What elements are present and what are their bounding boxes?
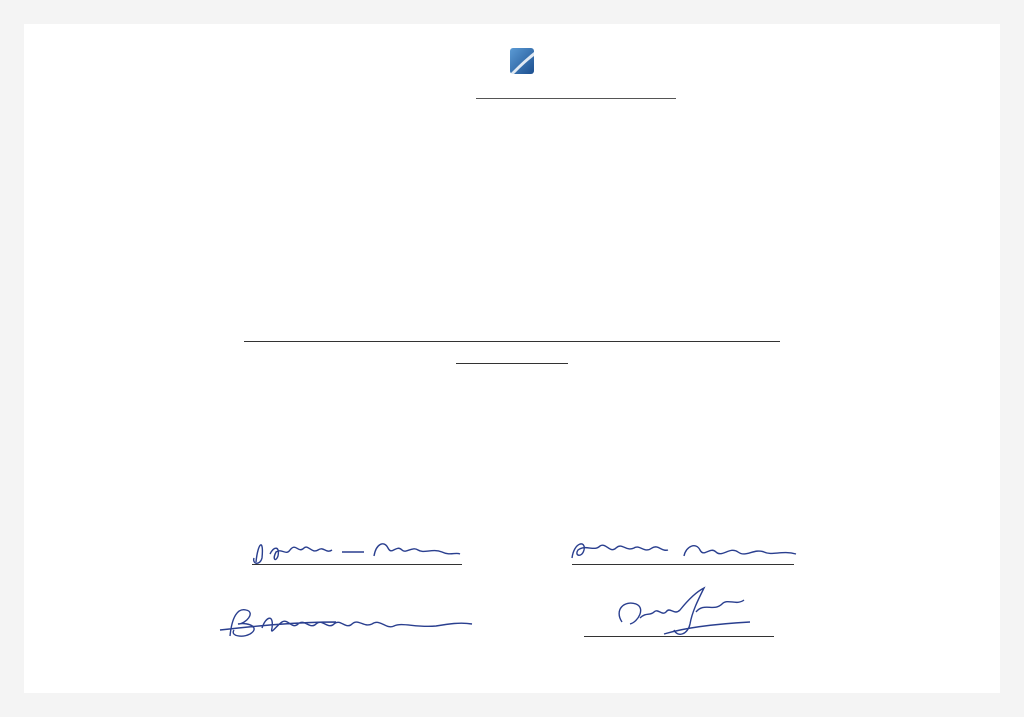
top-border-pattern: [0, 0, 1024, 24]
signature-scientific-head-icon: [216, 600, 476, 646]
certificate-sheet: [24, 24, 1000, 693]
grand-ortho-logo-mark-icon: [504, 44, 540, 80]
license-number-value: [456, 363, 568, 364]
grand-ortho-logo: [376, 44, 676, 92]
signature-line-instructor-1: [252, 564, 462, 565]
signature-organizer-icon: [604, 582, 754, 644]
bottom-border-pattern: [0, 693, 1024, 717]
right-border-pattern: [1000, 0, 1024, 717]
signature-line-organizer: [584, 636, 774, 637]
signature-line-instructor-2: [572, 564, 794, 565]
logo-underline: [476, 98, 676, 99]
left-border-pattern: [0, 0, 24, 717]
license-number-row: [24, 351, 1000, 369]
recipient-name-underline: [244, 341, 780, 342]
